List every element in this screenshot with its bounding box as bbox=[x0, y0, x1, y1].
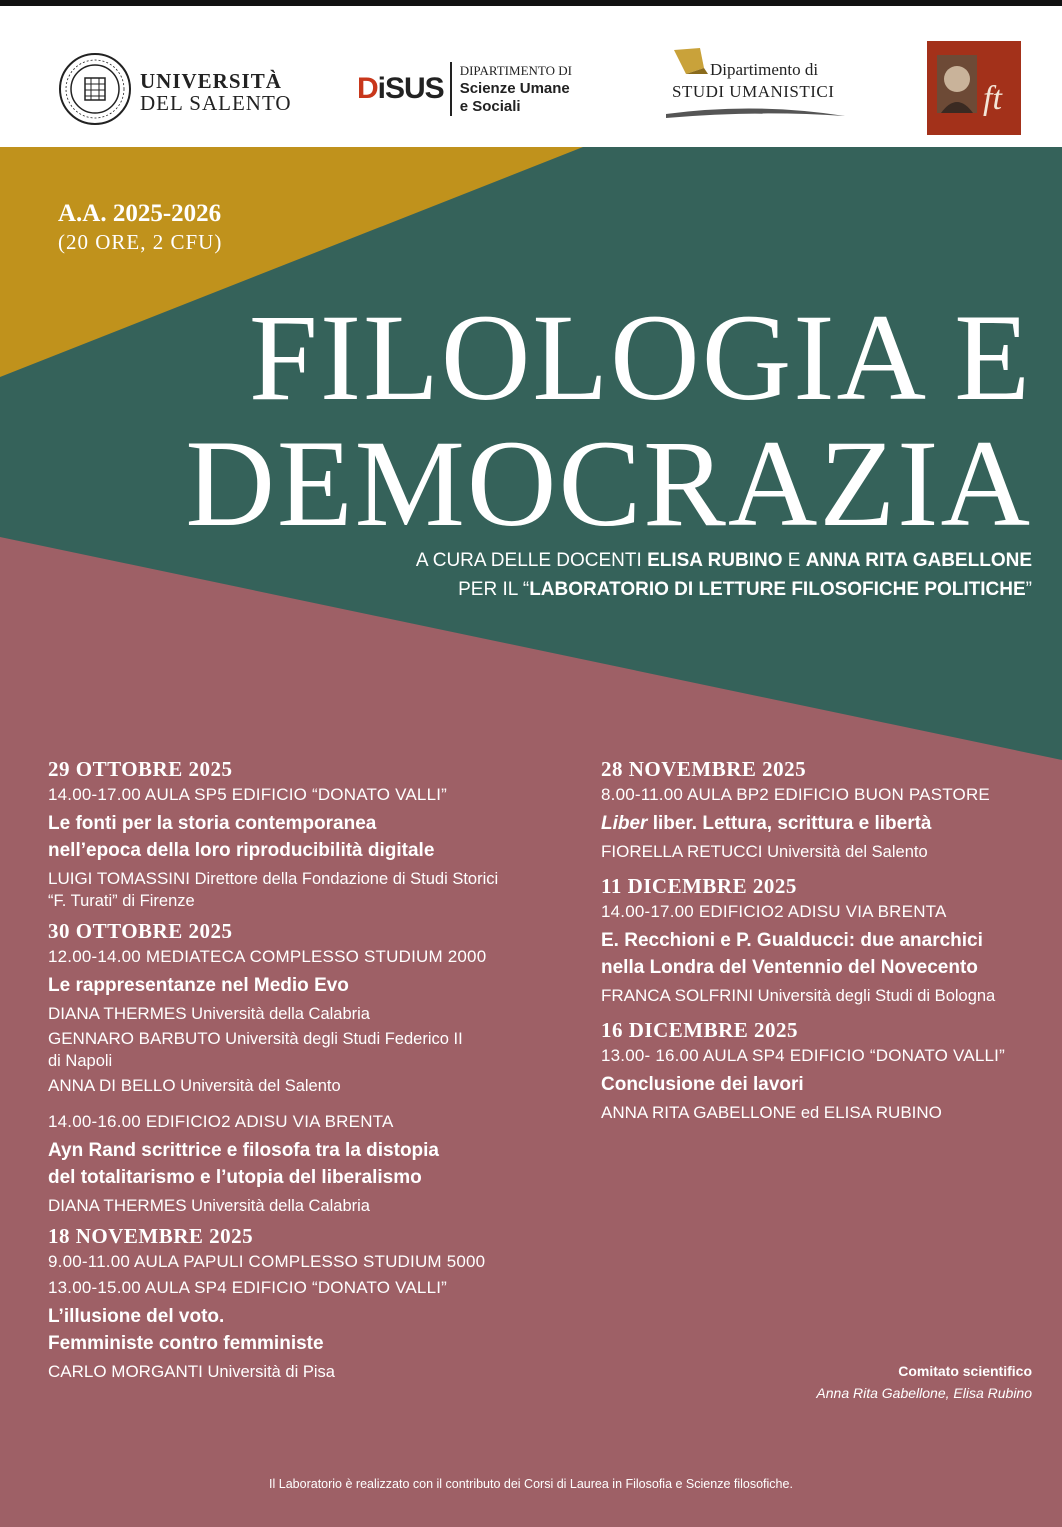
talk-title: Ayn Rand scrittrice e filosofa tra la distopia del totalitarismo e l’utopia del liberalismo bbox=[48, 1140, 440, 1188]
curators-text: A CURA DELLE DOCENTI ELISA RUBINO E ANNA RITA GABELLONE PER IL “LABORATORIO DI LETTURE FILOSOFICHE POLITICHE” bbox=[415, 550, 1032, 600]
disus-wordmark: DiSUS bbox=[357, 72, 444, 105]
talk-title: E. Recchioni e P. Gualducci: due anarchici nella Londra del Ventennio del Novecento bbox=[601, 930, 983, 978]
event-11-dicembre: 11 DICEMBRE 2025 14.00-17.00 EDIFICIO2 ADISU VIA BRENTA E. Recchioni e P. Gualducci: due anarchici nella Londra del Ventennio del Novecento FRANCA SOLFRINI Università degli Studi di Bologna bbox=[601, 873, 1041, 1007]
svg-text:ft: ft bbox=[983, 80, 1002, 117]
ft-portrait-logo bbox=[927, 41, 1021, 135]
university-seal-logo bbox=[58, 52, 132, 126]
speakers: DIANA THERMES Università della Calabria GENNARO BARBUTO Università degli Studi Federico II di Napoli ANNA DI BELLO Università del Salento bbox=[48, 1004, 463, 1095]
schedule-left-column bbox=[48, 756, 548, 1383]
schedule-right-column bbox=[601, 756, 1041, 1124]
talk-title: Le fonti per la storia contemporanea nell’epoca della loro riproducibilità digitale bbox=[48, 813, 435, 861]
speaker: LUIGI TOMASSINI Direttore della Fondazione di Studi Storici “F. Turati” di Firenze bbox=[48, 869, 499, 910]
talk-title: Le rappresentanze nel Medio Evo bbox=[48, 975, 349, 996]
academic-year-block: A.A. 2025-2026 (20 ORE, 2 CFU) bbox=[58, 200, 223, 254]
scientific-committee: Comitato scientifico Anna Rita Gabellone, Elisa Rubino bbox=[816, 1363, 1032, 1401]
disus-department-name: DIPARTIMENTO DI Scienze Umane e Sociali bbox=[459, 63, 572, 115]
speaker: CARLO MORGANTI Università di Pisa bbox=[48, 1362, 335, 1381]
divider bbox=[450, 62, 452, 116]
studi-umanistici-logo: Dipartimento di STUDI UMANISTICI bbox=[660, 44, 850, 126]
university-name: UNIVERSITÀ DEL SALENTO bbox=[140, 69, 292, 115]
event-30-ottobre: 30 OTTOBRE 2025 12.00-14.00 MEDIATECA COMPLESSO STUDIUM 2000 Le rappresentanze nel Medio Evo DIANA THERMES Università della Calabria GENNARO BARBUTO Università degli Studi Federico II di Napoli ANNA DI BELLO Università del Salento 14.00-16.00 EDIFICIO2 ADISU VIA BRENTA Ayn Rand scrittrice e filosofa tra la distopia del totalitarismo e l’utopia del liberalismo DIANA THERMES Università della Calabria bbox=[48, 918, 548, 1217]
talk-title: L’illusione del voto. Femministe contro femministe bbox=[48, 1306, 324, 1354]
event-18-novembre: 18 NOVEMBRE 2025 9.00-11.00 AULA PAPULI COMPLESSO STUDIUM 5000 13.00-15.00 AULA SP4 EDIFICIO “DONATO VALLI” L’illusione del voto. Femministe contro femministe CARLO MORGANTI Università di Pisa bbox=[48, 1223, 548, 1383]
talk-title: Liber liber. Lettura, scrittura e libertà bbox=[601, 813, 932, 834]
speaker: FIORELLA RETUCCI Università del Salento bbox=[601, 842, 928, 861]
speakers: ANNA RITA GABELLONE ed ELISA RUBINO bbox=[601, 1103, 942, 1122]
event-28-novembre: 28 NOVEMBRE 2025 8.00-11.00 AULA BP2 EDIFICIO BUON PASTORE Liber liber. Lettura, scrittura e libertà FIORELLA RETUCCI Università del Salento bbox=[601, 756, 1041, 863]
event-29-ottobre: 29 OTTOBRE 2025 14.00-17.00 AULA SP5 EDIFICIO “DONATO VALLI” Le fonti per la storia contemporanea nell’epoca della loro riproducibilità digitale LUIGI TOMASSINI Direttore della Fondazione di Studi Storici “F. Turati” di Firenze bbox=[48, 756, 548, 912]
title-line-1: FILOLOGIA E bbox=[248, 289, 1032, 426]
disus-logo bbox=[357, 62, 572, 118]
title-line-2: DEMOCRAZIA bbox=[185, 415, 1032, 552]
talk-title: Conclusione dei lavori bbox=[601, 1074, 804, 1095]
speaker: DIANA THERMES Università della Calabria bbox=[48, 1196, 370, 1215]
event-16-dicembre: 16 DICEMBRE 2025 13.00- 16.00 AULA SP4 EDIFICIO “DONATO VALLI” Conclusione dei lavori ANNA RITA GABELLONE ed ELISA RUBINO bbox=[601, 1017, 1041, 1124]
speaker: FRANCA SOLFRINI Università degli Studi di Bologna bbox=[601, 986, 996, 1005]
footnote: Il Laboratorio è realizzato con il contributo dei Corsi di Laurea in Filosofia e Scienze filosofiche. bbox=[269, 1477, 793, 1491]
